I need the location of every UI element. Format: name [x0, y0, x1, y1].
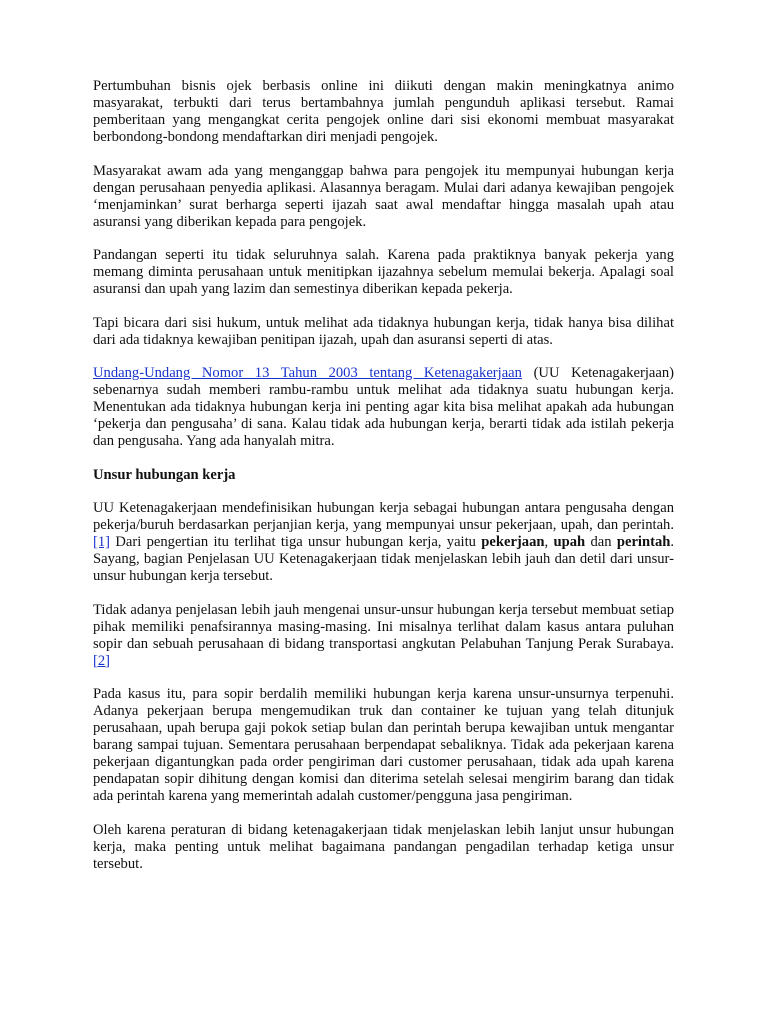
paragraph-4: Tapi bicara dari sisi hukum, untuk melihat ada tidaknya hubungan kerja, tidak hanya bisa dilihat dari ada tidaknya kewajiban penitipan ijazah, upah dan asuransi seperti di atas. — [93, 314, 674, 348]
paragraph-5 — [93, 365, 674, 450]
paragraph-7 — [93, 602, 674, 670]
paragraph-9: Oleh karena peraturan di bidang ketenagakerjaan tidak menjelaskan lebih lanjut unsur hubungan kerja, maka penting untuk melihat bagaimana pandangan pengadilan terhadap ketiga unsur tersebut. — [93, 821, 674, 872]
uu-ketenagakerjaan-link[interactable]: Undang-Undang Nomor 13 Tahun 2003 tentang Ketenagakerjaan — [93, 365, 522, 381]
paragraph-8: Pada kasus itu, para sopir berdalih memiliki hubungan kerja karena unsur-unsurnya terpenuhi. Adanya pekerjaan berupa mengemudikan truk dan container ke tujuan yang telah ditunjuk perusahaan, upah berupa gaji pokok setiap bulan dan perintah berupa kewajiban untuk mengantar barang sampai tujuan. Sementara perusahaan berpendapat sebaliknya. Tidak ada pekerjaan karena pekerjaan digantungkan pada order pengiriman dari customer perusahaan, tidak ada upah karena pendapatan sopir dihitung dengan komisi dan diterima setelah selesai mengirim barang dan tidak ada perintah karena yang memerintah adalah customer/pengguna jasa pengiriman. — [93, 686, 674, 804]
term-perintah: perintah — [616, 534, 671, 550]
paragraph-6-text-1: UU Ketenagakerjaan mendefinisikan hubungan kerja sebagai hubungan antara pengusaha dengan pekerja/buruh berdasarkan perjanjian kerja, yang mempunyai unsur pekerjaan, upah, dan perintah. — [93, 500, 674, 533]
paragraph-6-text-2: Dari pengertian itu terlihat tiga unsur hubungan kerja, yaitu — [110, 534, 482, 550]
paragraph-6-text-3: . Sayang, bagian Penjelasan UU Ketenagakerjaan tidak menjelaskan lebih jauh dan detil dari unsur-unsur hubungan kerja tersebut. — [93, 534, 675, 584]
separator-2: dan — [585, 534, 617, 550]
footnote-link-1[interactable]: [1] — [93, 534, 111, 550]
separator-1: , — [544, 534, 554, 550]
term-upah: upah — [553, 534, 586, 550]
document-page — [93, 78, 674, 889]
paragraph-1: Pertumbuhan bisnis ojek berbasis online ini diikuti dengan makin meningkatnya animo masyarakat, terbukti dari terus bertambahnya jumlah pengunduh aplikasi tersebut. Ramai pemberitaan yang mengangkat cerita pengojek online dari sisi ekonomi membuat masyarakat berbondong-bondong mendaftarkan diri menjadi pengojek. — [93, 78, 674, 145]
footnote-link-2[interactable]: [2] — [93, 652, 111, 669]
paragraph-5-text: (UU Ketenagakerjaan) sebenarnya sudah memberi rambu-rambu untuk melihat ada tidaknya suatu hubungan kerja. Menentukan ada tidaknya hubungan kerja ini penting agar kita bisa melihat apakah ada hubungan ‘pekerja dan pengusaha’ di sana. Kalau tidak ada hubungan kerja, berarti tidak ada istilah pekerja dan pengusaha. Yang ada hanyalah mitra. — [93, 365, 674, 449]
paragraph-6 — [93, 500, 674, 585]
paragraph-7-text: Tidak adanya penjelasan lebih jauh mengenai unsur-unsur hubungan kerja tersebut membuat setiap pihak memiliki penafsirannya masing-masing. Ini misalnya terlihat dalam kasus antara puluhan sopir dan sebuah perusahaan di bidang transportasi angkutan Pelabuhan Tanjung Perak Surabaya. — [93, 601, 674, 652]
term-pekerjaan: pekerjaan — [481, 534, 545, 550]
paragraph-2: Masyarakat awam ada yang menganggap bahwa para pengojek itu mempunyai hubungan kerja dengan perusahaan penyedia aplikasi. Alasannya beragam. Mulai dari adanya kewajiban pengojek ‘menjaminkan’ surat berharga seperti ijazah saat awal mendaftar hingga masalah upah atau asuransi yang diberikan kepada para pengojek. — [93, 162, 674, 230]
paragraph-3: Pandangan seperti itu tidak seluruhnya salah. Karena pada praktiknya banyak pekerja yang memang diminta perusahaan untuk menitipkan ijazahnya sebelum memulai bekerja. Apalagi soal asuransi dan upah yang lazim dan semestinya diberikan kepada pekerja. — [93, 247, 674, 297]
section-heading: Unsur hubungan kerja — [93, 466, 236, 483]
